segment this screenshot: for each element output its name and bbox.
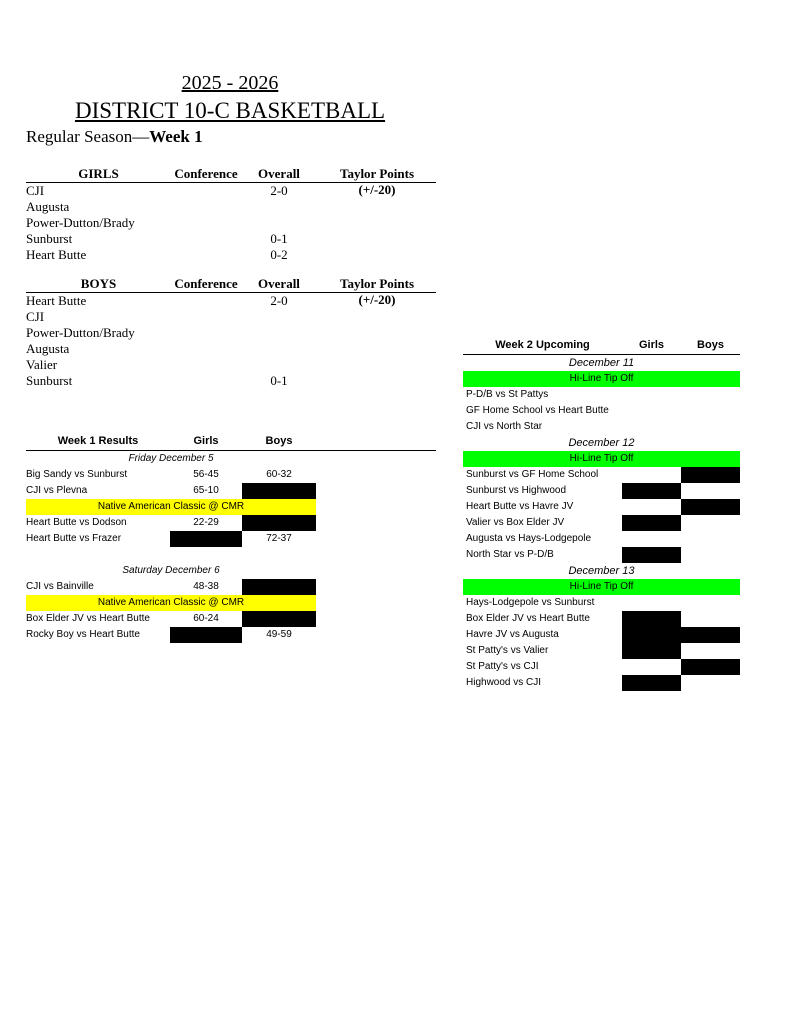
matchup: Heart Butte vs Dodson (26, 517, 127, 528)
table-row (26, 199, 436, 215)
team-name: Heart Butte (26, 293, 87, 308)
table-row (26, 325, 436, 341)
banner-row (26, 499, 436, 515)
table-row (26, 357, 436, 373)
girls-score: 22-29 (193, 517, 219, 528)
table-row (463, 467, 740, 483)
table-row (463, 643, 740, 659)
day-row (463, 355, 740, 371)
overall-record: 2-0 (270, 183, 288, 198)
day-label: December 13 (568, 565, 635, 577)
table-row (463, 675, 740, 691)
boys-score: 49-59 (266, 629, 292, 640)
day-row (463, 563, 740, 579)
table-row (26, 579, 436, 595)
team-name: Valier (26, 357, 58, 372)
results-header-girls: Girls (193, 435, 219, 447)
table-row (26, 531, 436, 547)
tournament-banner: Hi-Line Tip Off (463, 579, 740, 595)
results-header (26, 435, 436, 451)
table-row (26, 611, 436, 627)
matchup: Sunburst vs GF Home School (466, 469, 599, 480)
girls-blackout-cell (622, 483, 681, 499)
matchup: St Patty's vs Valier (466, 645, 549, 656)
team-name: CJI (26, 309, 45, 324)
girls-header-conference: Conference (174, 166, 238, 181)
day-row (26, 563, 436, 579)
team-name: Power-Dutton/Brady (26, 325, 135, 340)
table-row (26, 467, 436, 483)
matchup: North Star vs P-D/B (466, 549, 554, 560)
team-name: Sunburst (26, 373, 73, 388)
day-label: December 12 (568, 437, 635, 449)
boys-blackout-cell (681, 627, 740, 643)
girls-blackout-cell (622, 611, 681, 627)
week2-upcoming-table (463, 339, 740, 691)
team-name: Augusta (26, 199, 70, 214)
boys-header-overall: Overall (258, 276, 300, 291)
table-row (26, 373, 436, 389)
page-title: DISTRICT 10-C BASKETBALL (74, 98, 386, 123)
boys-blackout-cell (242, 579, 316, 595)
team-name: Heart Butte (26, 247, 87, 262)
matchup: Rocky Boy vs Heart Butte (26, 629, 140, 640)
table-row (26, 515, 436, 531)
matchup: Sunburst vs Highwood (466, 485, 567, 496)
girls-header-label: GIRLS (78, 166, 119, 181)
girls-header-taylor: Taylor Points (+/-20) (339, 166, 415, 197)
table-row (463, 627, 740, 643)
day-label: December 11 (568, 357, 635, 369)
table-row (463, 419, 740, 435)
boys-blackout-cell (681, 467, 740, 483)
girls-blackout-cell (622, 643, 681, 659)
upcoming-header-girls: Girls (638, 339, 665, 351)
table-row (463, 659, 740, 675)
boys-standings-table (26, 276, 436, 389)
team-name: CJI (26, 183, 45, 198)
matchup: CJI vs Plevna (26, 485, 88, 496)
boys-score: 72-37 (266, 533, 292, 544)
table-row (26, 341, 436, 357)
day-row (463, 435, 740, 451)
team-name: Power-Dutton/Brady (26, 215, 135, 230)
table-row (26, 231, 436, 247)
banner-row (463, 451, 740, 467)
boys-blackout-cell (242, 611, 316, 627)
banner-row (463, 371, 740, 387)
week1-results-table (26, 435, 436, 643)
boys-blackout-cell (681, 659, 740, 675)
table-row (463, 387, 740, 403)
boys-score: 60-32 (266, 469, 292, 480)
table-row (463, 483, 740, 499)
girls-blackout-cell (622, 547, 681, 563)
tournament-banner: Hi-Line Tip Off (463, 371, 740, 387)
matchup: Box Elder JV vs Heart Butte (26, 613, 150, 624)
team-name: Sunburst (26, 231, 73, 246)
matchup: St Patty's vs CJI (466, 661, 539, 672)
upcoming-header-title: Week 2 Upcoming (495, 339, 590, 351)
boys-blackout-cell (242, 515, 316, 531)
girls-score: 48-38 (193, 581, 219, 592)
table-row (463, 499, 740, 515)
matchup: Big Sandy vs Sunburst (26, 469, 128, 480)
upcoming-header-boys: Boys (697, 339, 724, 351)
girls-blackout-cell (170, 627, 242, 643)
banner-row (26, 595, 436, 611)
table-row (463, 611, 740, 627)
table-row (26, 627, 436, 643)
girls-blackout-cell (622, 515, 681, 531)
girls-blackout-cell (622, 675, 681, 691)
matchup: Heart Butte vs Frazer (26, 533, 122, 544)
overall-record: 0-1 (270, 231, 288, 246)
subtitle-prefix: Regular Season— (26, 127, 150, 146)
season-years: 2025 - 2026 (181, 72, 279, 94)
overall-record: 0-2 (270, 247, 288, 262)
matchup: Valier vs Box Elder JV (466, 517, 565, 528)
overall-record: 2-0 (270, 293, 288, 308)
matchup: Highwood vs CJI (466, 677, 542, 688)
girls-score: 56-45 (193, 469, 219, 480)
girls-standings-table (26, 166, 436, 263)
matchup: CJI vs Bainville (26, 581, 94, 592)
day-label: Friday December 5 (128, 453, 214, 464)
matchup: GF Home School vs Heart Butte (466, 405, 609, 416)
matchup: Hays-Lodgepole vs Sunburst (466, 597, 595, 608)
girls-blackout-cell (170, 531, 242, 547)
boys-blackout-cell (242, 483, 316, 499)
table-row (26, 309, 436, 325)
table-row (463, 515, 740, 531)
table-row (463, 403, 740, 419)
subtitle-week: Week 1 (149, 127, 203, 146)
boys-blackout-cell (681, 499, 740, 515)
table-row (26, 247, 436, 263)
matchup: Augusta vs Hays-Lodgepole (466, 533, 592, 544)
matchup: CJI vs North Star (466, 421, 543, 432)
girls-blackout-cell (622, 627, 681, 643)
banner-row (463, 579, 740, 595)
overall-record: 0-1 (270, 373, 288, 388)
table-row (463, 531, 740, 547)
matchup: Heart Butte vs Havre JV (466, 501, 574, 512)
matchup: P-D/B vs St Pattys (466, 389, 549, 400)
table-row (26, 183, 436, 199)
tournament-banner: Native American Classic @ CMR (26, 499, 316, 515)
team-name: Augusta (26, 341, 70, 356)
girls-score: 65-10 (193, 485, 219, 496)
boys-header-conference: Conference (174, 276, 238, 291)
results-header-title: Week 1 Results (57, 435, 139, 447)
day-label: Saturday December 6 (122, 565, 220, 576)
tournament-banner: Hi-Line Tip Off (463, 451, 740, 467)
upcoming-header (463, 339, 740, 355)
tournament-banner: Native American Classic @ CMR (26, 595, 316, 611)
page-subtitle (26, 127, 203, 147)
matchup: Havre JV vs Augusta (466, 629, 559, 640)
girls-header-overall: Overall (258, 166, 300, 181)
boys-header-label: BOYS (80, 276, 117, 291)
girls-score: 60-24 (193, 613, 219, 624)
table-row (26, 483, 436, 499)
spacer-row (26, 547, 436, 563)
boys-header-taylor: Taylor Points (+/-20) (339, 276, 415, 307)
matchup: Box Elder JV vs Heart Butte (466, 613, 590, 624)
table-row (26, 215, 436, 231)
day-row (26, 451, 436, 467)
results-header-boys: Boys (265, 435, 293, 447)
table-row (26, 293, 436, 309)
table-row (463, 547, 740, 563)
table-row (463, 595, 740, 611)
